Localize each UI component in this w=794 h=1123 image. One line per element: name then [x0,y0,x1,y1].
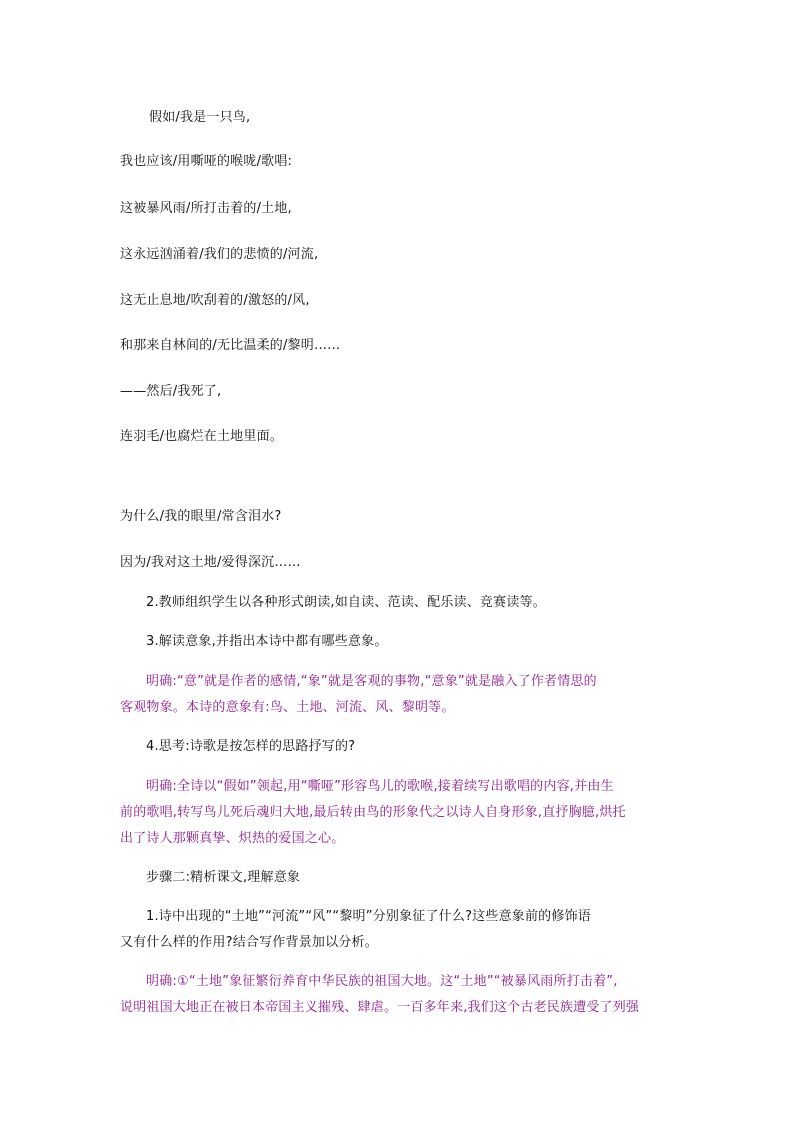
poem-line-8: 连羽毛/也腐烂在土地里面。 [120,429,283,444]
answer-4-line-1: 明确:全诗以“假如”领起,用“嘶哑”形容鸟儿的歌喉,接着续写出歌唱的内容,并由生 [146,779,614,794]
answer-1-line-1: 明确:①“土地”象征繁衍养育中华民族的祖国大地。这“土地”“被暴风雨所打击着”, [146,974,618,989]
question-1-line-1: 1.诗中出现的“土地”“河流”“风”“黎明”分别象征了什么?这些意象前的修饰语 [146,909,591,924]
poem-line-3: 这被暴风雨/所打击着的/土地, [120,201,292,216]
answer-1-line-2: 说明祖国大地正在被日本帝国主义摧残、肆虐。一百多年来,我们这个古老民族遭受了列强 [120,1000,640,1015]
question-1-line-2: 又有什么样的作用?结合写作背景加以分析。 [120,935,378,950]
poem-line-4: 这永远汹涌着/我们的悲愤的/河流, [120,247,319,262]
poem-line-6: 和那来自林间的/无比温柔的/黎明…… [120,338,341,353]
poem-line-9: 为什么/我的眼里/常含泪水? [120,509,282,524]
answer-4-line-2: 前的歌唱,转写鸟儿死后魂归大地,最后转由鸟的形象代之以诗人自身形象,直抒胸臆,烘托 [120,805,626,820]
step-item-4: 4.思考:诗歌是按怎样的思路抒写的? [146,739,356,754]
poem-line-5: 这无止息地/吹刮着的/激怒的/风, [120,293,310,308]
answer-3-line-2: 客观物象。本诗的意象有:鸟、土地、河流、风、黎明等。 [120,700,455,715]
poem-line-7: ——然后/我死了, [120,384,222,399]
step-item-3: 3.解读意象,并指出本诗中都有哪些意象。 [146,634,388,649]
step-two-heading: 步骤二:精析课文,理解意象 [146,870,301,885]
poem-line-10: 因为/我对这土地/爱得深沉…… [120,555,301,570]
answer-3-line-1: 明确:“意”就是作者的感情,“象”就是客观的事物,“意象”就是融入了作者情思的 [146,674,597,689]
step-item-2: 2.教师组织学生以各种形式朗读,如自读、范读、配乐读、竞赛读等。 [146,595,546,610]
poem-line-2: 我也应该/用嘶哑的喉咙/歌唱: [120,154,293,169]
answer-4-line-3: 出了诗人那颗真挚、炽热的爱国之心。 [120,831,345,846]
poem-line-1: 假如/我是一只鸟, [149,110,251,125]
